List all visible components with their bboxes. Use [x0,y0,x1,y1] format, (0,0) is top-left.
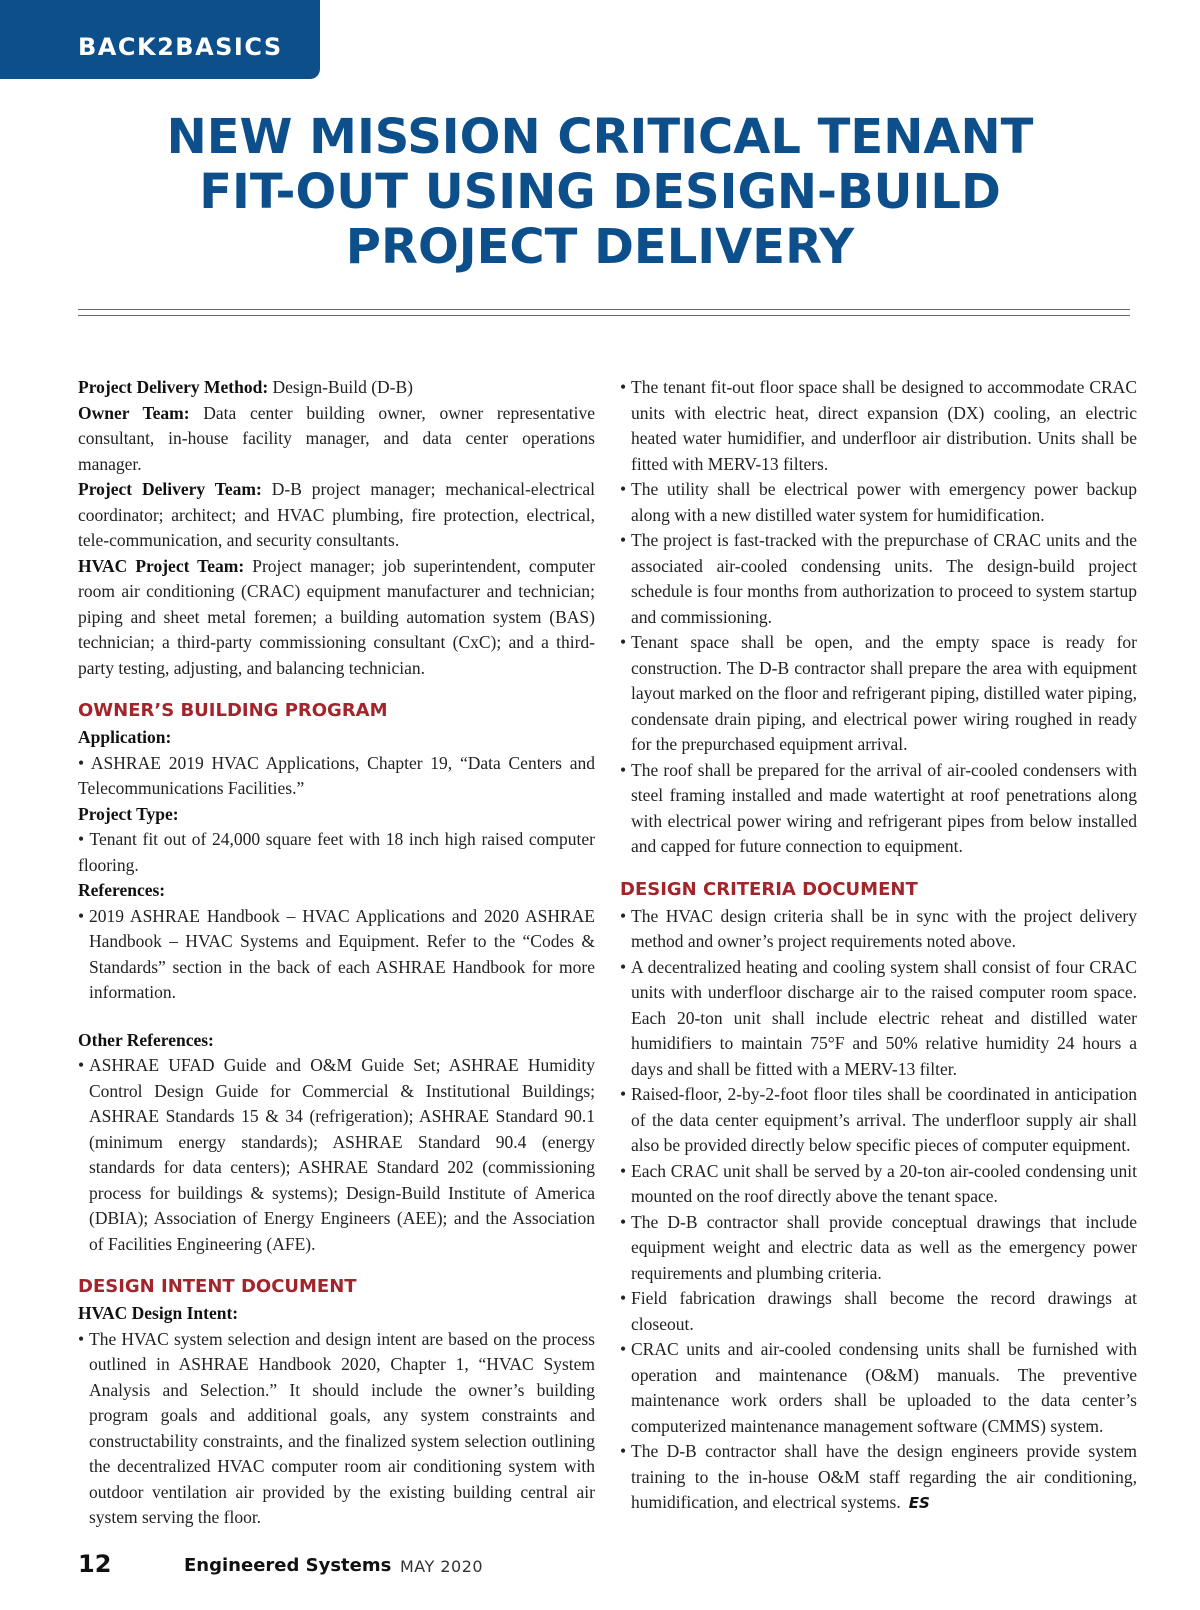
list-item: • CRAC units and air-cooled condensing units shall be furnished with operation and maintenance (O&M) manuals. The preventive maintenance work orders shall be uploaded to the data center’s computerized maintenance management software (CMMS) system. [620,1337,1137,1439]
project-type-label: Project Type: [78,803,179,824]
application-label: Application: [78,727,172,747]
list-item: • The tenant fit-out floor space shall be designed to accommodate CRAC units with electric heat, direct expansion (DX) cooling, an electric heated water humidifier, and underfloor air distribution. Units shall be fitted with MERV-13 filters. [620,375,1137,477]
left-column [78,375,595,1531]
section-tab-label: BACK2BASICS [78,33,283,61]
list-item: • The HVAC design criteria shall be in sync with the project delivery method and owner’s project requirements noted above. [620,904,1137,955]
title-rule-top [78,309,1130,310]
intro-paragraph [78,401,595,478]
title-line: NEW MISSION CRITICAL TENANT [166,109,1034,165]
title-line: PROJECT DELIVERY [345,219,855,275]
references-label: References: [78,880,166,900]
intro-label: HVAC Project Team: [78,555,245,576]
intro-label: Project Delivery Team: [78,479,262,499]
references-list [78,904,595,1006]
list-item [620,1439,1137,1517]
section-heading-design-intent: DESIGN INTENT DOCUMENT [78,1276,357,1297]
issue-date: MAY 2020 [400,1557,484,1576]
intro-paragraph [78,477,595,554]
list-item: • Each CRAC unit shall be served by a 20-ton air-cooled condensing unit mounted on the roof directly above the tenant space. [620,1159,1137,1210]
hvac-design-intent-label: HVAC Design Intent: [78,1303,239,1323]
list-item: • Field fabrication drawings shall become the record drawings at closeout. [620,1286,1137,1337]
design-criteria-list [620,904,1137,1517]
list-item: • The utility shall be electrical power with emergency power backup along with a new distilled water system for humidification. [620,477,1137,528]
design-intent-list [78,1327,595,1531]
intro-text: Design-Build (D-B) [268,377,414,397]
right-column [620,375,1137,1517]
page-number: 12 [78,1550,112,1578]
intro-label: Project Delivery Method: [78,377,269,397]
intro-paragraph [78,375,595,401]
list-item: • The project is fast-tracked with the prepurchase of CRAC units and the associated air-cooled condensing units. The design-build project schedule is four months from authorization to proceed to system startup and commissioning. [620,528,1137,630]
intro-text: D-B project manager; mechanical-electrical coordinator; architect; and HVAC plumbing, fire protection, electrical, tele-communication, and security consultants. [78,479,595,550]
section-tab [0,0,320,79]
other-references-list [78,1053,595,1257]
title-rule-bottom [78,315,1130,316]
project-type-text: • Tenant fit out of 24,000 square feet with 18 inch high raised computer flooring. [78,829,595,875]
list-item: • 2019 ASHRAE Handbook – HVAC Applications and 2020 ASHRAE Handbook – HVAC Systems and Equipment. Refer to the “Codes & Standards” section in the back of each ASHRAE Handbook for more information. [78,904,595,1006]
article-title [100,110,1100,275]
list-item-text: The D-B contractor shall have the design engineers provide system training to the in-house O&M staff regarding the air conditioning, humidification, and electrical systems. [631,1441,1137,1512]
magazine-name: Engineered Systems [184,1555,392,1576]
es-end-mark-icon: ES [908,1494,930,1512]
list-item: • The HVAC system selection and design intent are based on the process outlined in ASHRAE Handbook 2020, Chapter 1, “HVAC System Analysis and Selection.” It should include the owner’s building program goals and additional goals, any system constraints and constructability constraints, and the finalized system selection outlining the decentralized HVAC computer room air conditioning system with outdoor ventilation air provided by the existing building central air system serving the floor. [78,1327,595,1531]
other-references-label: Other References: [78,1029,214,1050]
title-line: FIT-OUT USING DESIGN-BUILD [199,164,1001,220]
list-item: • Raised-floor, 2-by-2-foot floor tiles shall be coordinated in anticipation of the data center equipment’s arrival. The underfloor supply air shall also be provided directly below specific pieces of computer equipment. [620,1082,1137,1159]
list-item: • The D-B contractor shall provide conceptual drawings that include equipment weight and electric data as well as the emergency power requirements and plumbing criteria. [620,1210,1137,1287]
section-heading-design-criteria: DESIGN CRITERIA DOCUMENT [620,878,918,900]
list-item: • The roof shall be prepared for the arrival of air-cooled condensers with steel framing installed and made watertight at roof penetrations along with electrical power wiring and refrigerant pipes from below installed and capped for future connection to equipment. [620,758,1137,860]
intro-text: Data center building owner, owner representative consultant, in-house facility manager, and data center operations manager. [78,402,595,474]
intro-label: Owner Team: [78,402,190,423]
application-text: • ASHRAE 2019 HVAC Applications, Chapter 19, “Data Centers and Telecommunications Facilities.” [78,752,595,798]
intro-block [78,375,595,681]
list-item: • ASHRAE UFAD Guide and O&M Guide Set; ASHRAE Humidity Control Design Guide for Commercial & Institutional Buildings; ASHRAE Standards 15 & 34 (refrigeration); ASHRAE Standard 90.1 (minimum energy standards); ASHRAE Standard 90.4 (energy standards for data centers); ASHRAE Standard 202 (commissioning process for buildings & systems); Design-Build Institute of America (DBIA); Association of Energy Engineers (AEE); and the Association of Facilities Engineering (AFE). [78,1053,595,1257]
intro-text: Project manager; job superintendent, computer room air conditioning (CRAC) equipment manufacturer and technician; piping and sheet metal foremen; a building automation system (BAS) technician; a third-party commissioning consultant (CxC); and a third-party testing, adjusting, and balancing technician. [78,555,595,678]
requirements-list [620,375,1137,860]
list-item: • Tenant space shall be open, and the empty space is ready for construction. The D-B contractor shall prepare the area with equipment layout marked on the floor and refrigerant piping, distilled water piping, condensate drain piping, and electrical power wiring roughed in ready for the prepurchased equipment arrival. [620,630,1137,758]
section-heading-owners-program: OWNER’S BUILDING PROGRAM [78,700,388,721]
list-item: • A decentralized heating and cooling system shall consist of four CRAC units with underfloor discharge air to the raised computer room space. Each 20-ton unit shall include electric reheat and distilled water humidifiers to maintain 75°F and 50% relative humidity 24 hours a days and shall be fitted with a MERV-13 filter. [620,955,1137,1083]
intro-paragraph [78,554,595,682]
